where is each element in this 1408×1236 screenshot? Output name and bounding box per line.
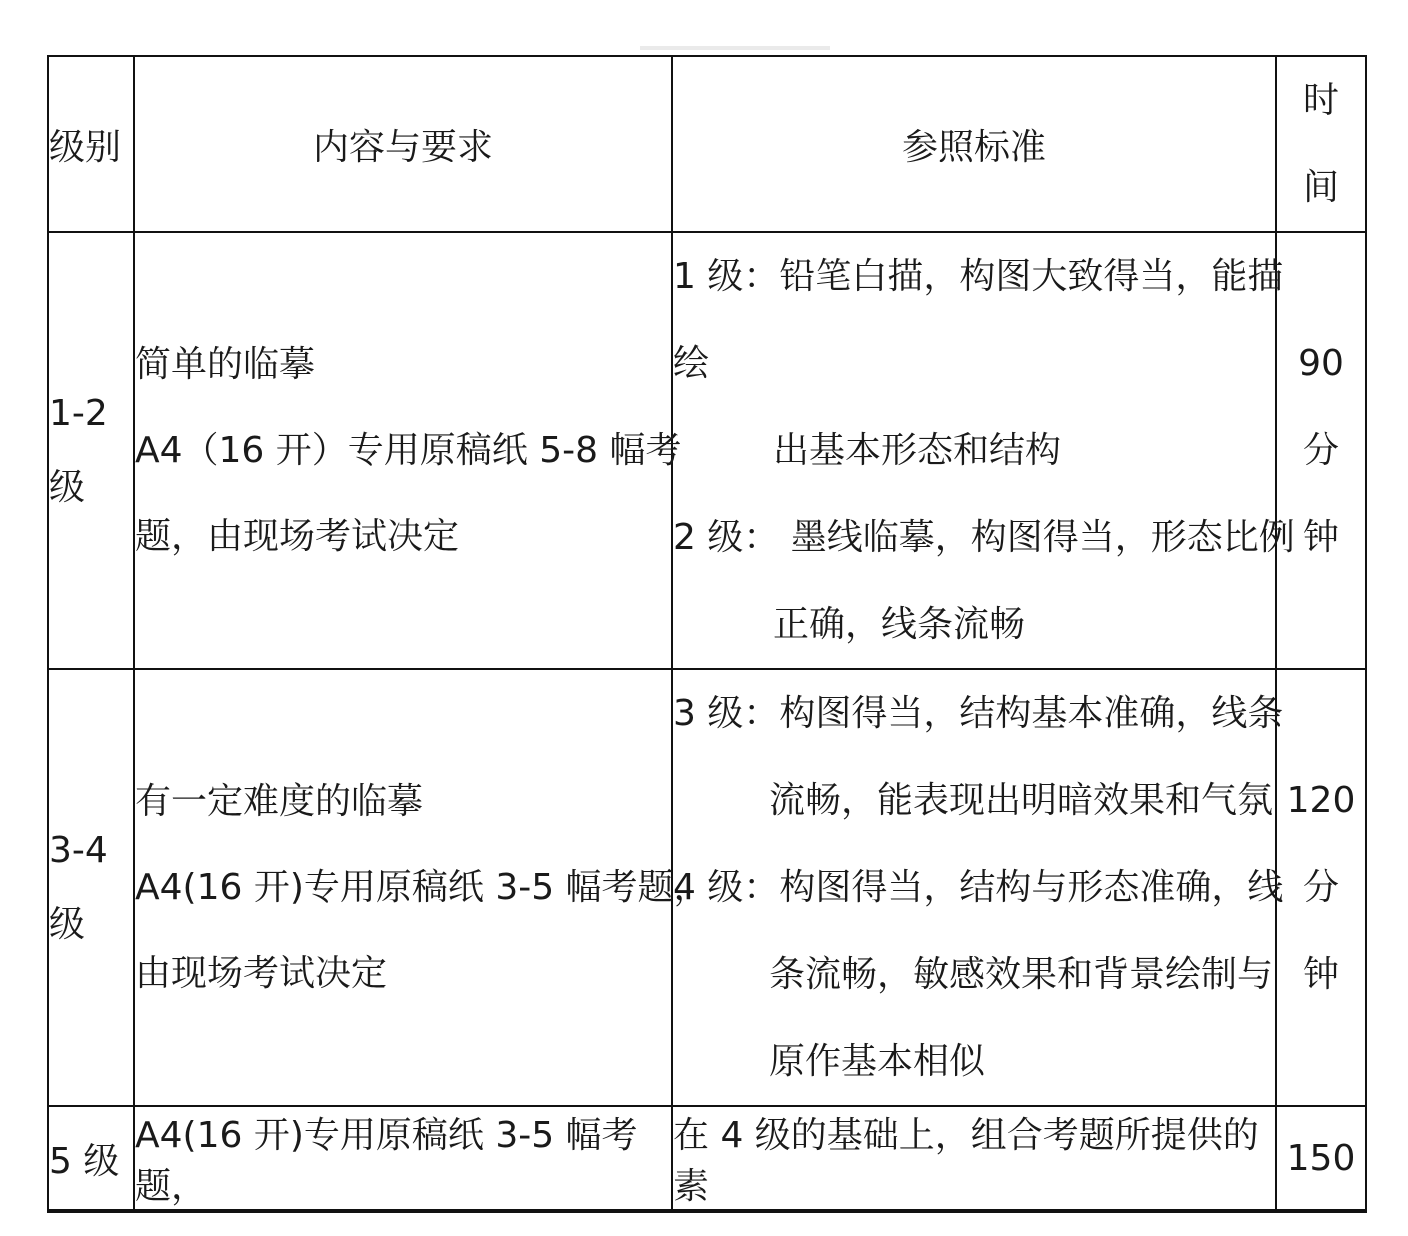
page-top-strip [640,46,830,50]
table-header-row [48,56,1366,232]
table-row [48,232,1366,669]
time-text: 分 [1302,867,1339,908]
time-text: 150 [1286,1137,1356,1179]
level-text: 1-2 [49,392,108,434]
reference-line: 在 4 级的基础上，组合考题所提供的素 [673,1115,1259,1207]
reference-cell [672,232,1295,669]
level-text: 3-4 [49,829,108,871]
content-line: 由现场考试决定 [135,952,388,994]
content-line: A4(16 开)专用原稿纸 3-5 幅考题， [135,1115,638,1207]
header-level-cell [48,56,134,232]
content-line: A4(16 开)专用原稿纸 3-5 幅考题， [135,866,710,908]
time-text: 钟 [1302,517,1339,558]
reference-line: 2 级： 墨线临摹，构图得当，形态比例 [673,517,1295,558]
time-cell [1276,669,1366,1106]
reference-line: 条流畅，敏感效果和背景绘制与 [769,954,1274,995]
header-content-cell [134,56,672,232]
level-cell [48,1106,134,1211]
content-cell [134,232,682,669]
reference-line: 3 级：构图得当，结构基本准确，线条 [673,693,1284,734]
content-line: 题，由现场考试决定 [135,515,460,557]
content-line: 有一定难度的临摹 [135,780,424,822]
content-line: 简单的临摹 [135,343,316,385]
time-text: 120 [1286,780,1356,821]
time-text: 钟 [1302,954,1339,995]
reference-line: 绘 [673,343,710,384]
header-content: 内容与要求 [312,126,493,168]
header-time-cell [1276,56,1366,232]
time-text: 90 [1298,343,1344,384]
level-text: 5 级 [49,1140,120,1182]
table-row [48,669,1366,1106]
level-cell [48,669,134,1106]
reference-line: 原作基本相似 [769,1041,986,1082]
reference-cell [672,1106,1276,1211]
exam-standards-table [47,55,1367,1213]
level-text: 级 [49,466,86,508]
reference-cell [672,669,1284,1106]
reference-line: 流畅，能表现出明暗效果和气氛 [769,780,1274,821]
header-reference: 参照标准 [901,126,1046,168]
time-cell [1276,1106,1366,1211]
header-level: 级别 [49,126,122,168]
reference-line: 正确，线条流畅 [773,604,1026,645]
header-time-line: 时 [1302,80,1339,121]
content-cell [134,1106,672,1211]
header-time-line: 间 [1302,167,1339,208]
level-cell [48,232,134,669]
content-cell [134,669,710,1106]
content-line: A4（16 开）专用原稿纸 5-8 幅考 [135,429,682,471]
reference-line: 出基本形态和结构 [773,430,1062,471]
time-cell [1276,232,1366,669]
time-text: 分 [1302,430,1339,471]
level-text: 级 [49,903,86,945]
header-reference-cell [672,56,1276,232]
table-row [48,1106,1366,1211]
reference-line: 4 级：构图得当，结构与形态准确，线 [673,867,1284,908]
reference-line: 1 级：铅笔白描，构图大致得当，能描 [673,256,1284,297]
